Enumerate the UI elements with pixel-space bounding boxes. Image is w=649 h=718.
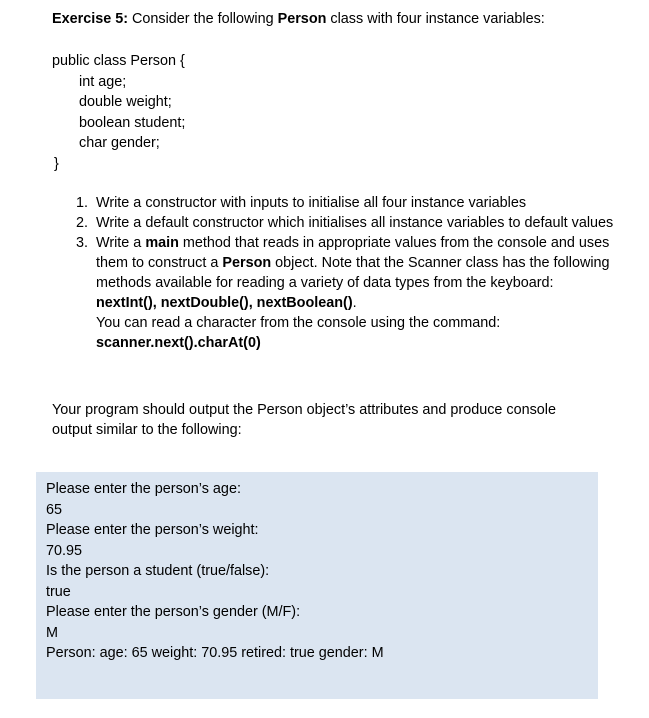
task-text: Write a constructor with inputs to initialise all four instance variables (96, 195, 527, 211)
console-output-box (36, 472, 598, 699)
console-line: Please enter the person’s age: (46, 481, 241, 497)
console-line: Is the person a student (true/false): (46, 563, 270, 579)
keyword-person: Person (222, 255, 272, 271)
task-number: 1. (76, 195, 89, 211)
field-weight: double weight; (79, 94, 172, 110)
task-number: 2. (76, 215, 89, 231)
console-line: 70.95 (46, 542, 83, 559)
heading-class-name: Person (277, 11, 327, 27)
class-closing-brace: } (54, 155, 59, 172)
task-item (76, 213, 616, 233)
field-student: boolean student; (79, 114, 186, 131)
task-item (76, 193, 616, 213)
console-line: M (46, 624, 58, 641)
task-text: Write a main method that reads in appropriate values from the console and uses them to construct a Person object. Note that the Scanner class has the following methods available for reading a variety of data types from the keyboard: nextInt(), nextDouble(), nextBoolean(). You can read a character from the console using the command: scanner.next().charAt(0) (96, 235, 610, 351)
exercise-heading (52, 9, 545, 29)
console-line: true (46, 583, 71, 600)
task-item (76, 233, 616, 353)
heading-text-before: Consider the following (128, 11, 278, 27)
console-line: 65 (46, 501, 63, 518)
class-declaration: public class Person { (52, 53, 185, 69)
field-age: int age; (79, 73, 127, 90)
console-line: Person: age: 65 weight: 70.95 retired: true gender: M (46, 645, 384, 661)
char-read-command: scanner.next().charAt(0) (96, 335, 261, 351)
task-text: Write a default constructor which initialises all instance variables to default values (96, 215, 614, 231)
scanner-methods: nextInt(), nextDouble(), nextBoolean() (96, 295, 353, 311)
task-number: 3. (76, 235, 89, 251)
console-line: Please enter the person’s weight: (46, 522, 259, 538)
task-list (76, 193, 616, 353)
field-gender: char gender; (79, 135, 160, 151)
output-instructions: Your program should output the Person object’s attributes and produce console output similar to the following: (52, 402, 557, 438)
keyword-main: main (145, 235, 179, 251)
exercise-label: Exercise 5: (52, 11, 129, 27)
heading-text-after: class with four instance variables: (326, 11, 545, 27)
class-code-block (52, 51, 185, 174)
console-line: Please enter the person’s gender (M/F): (46, 604, 301, 620)
